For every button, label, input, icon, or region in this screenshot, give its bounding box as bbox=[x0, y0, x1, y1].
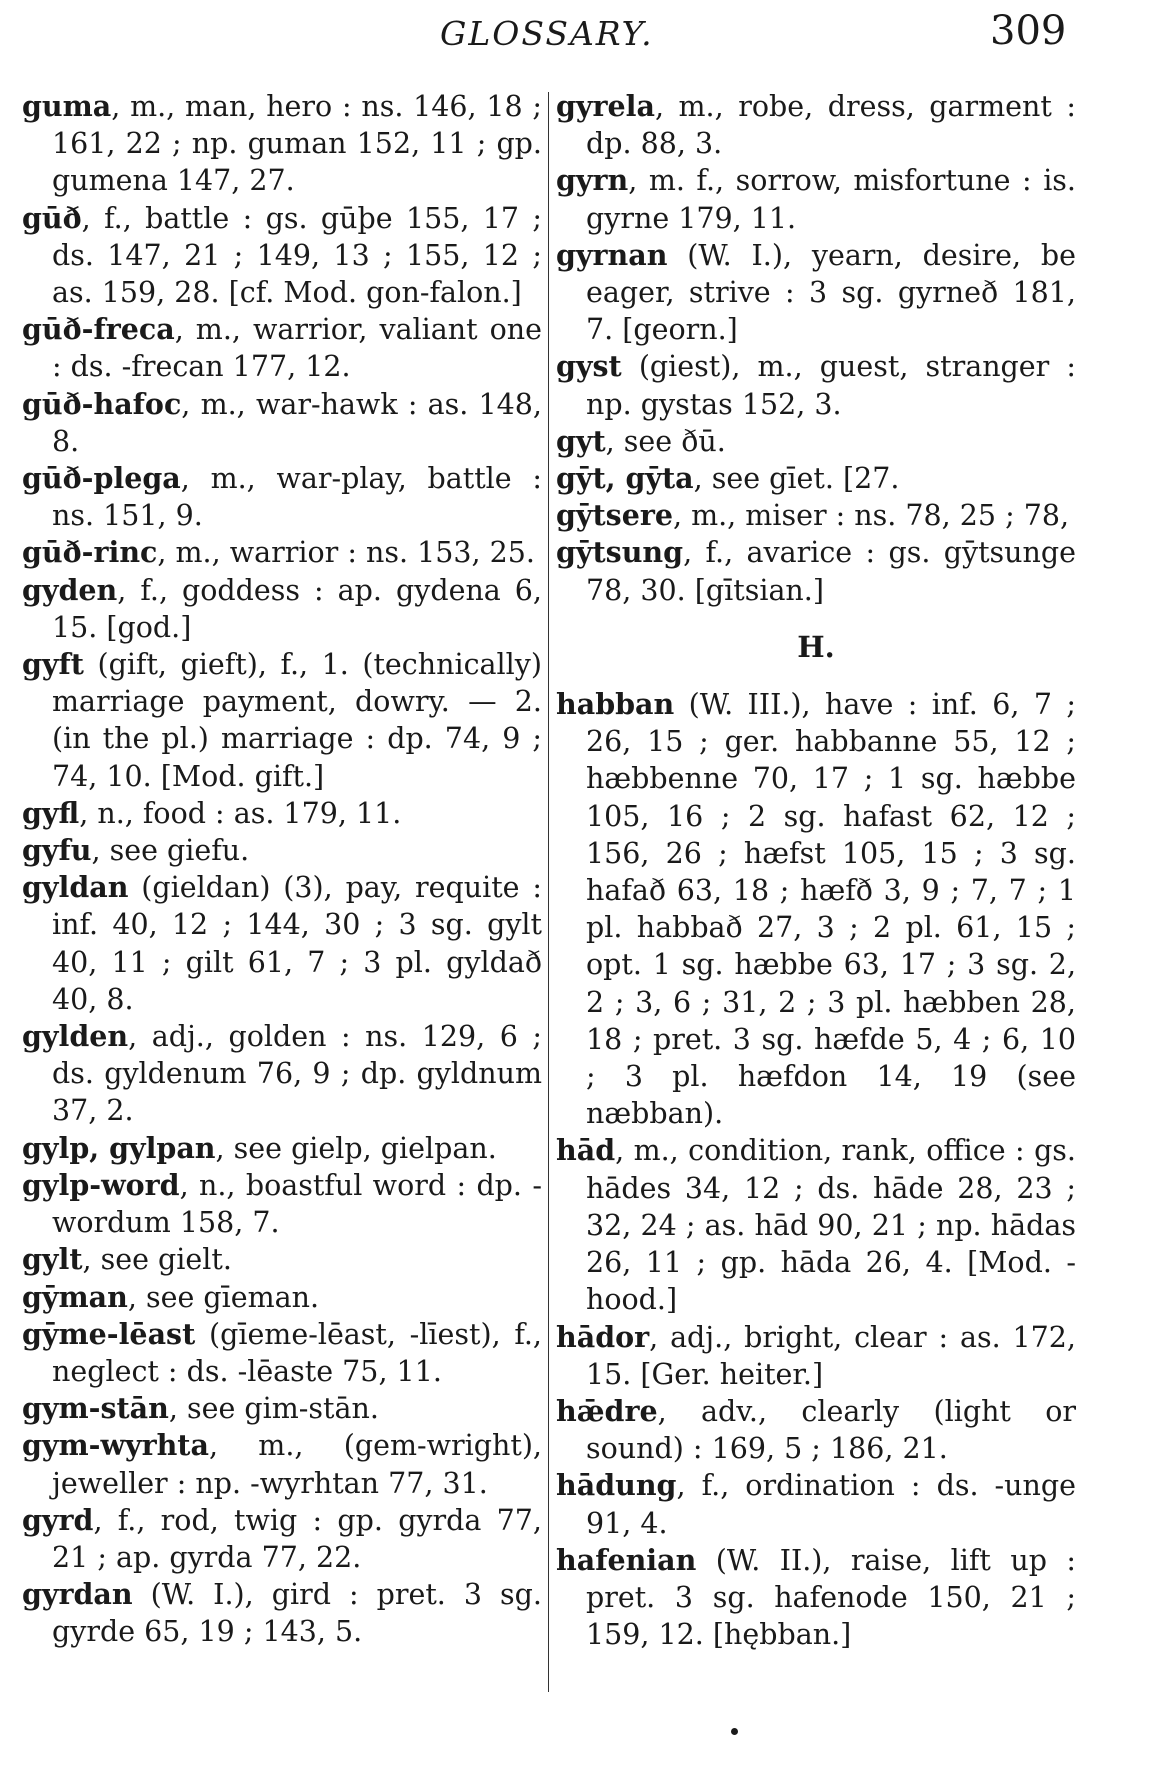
entry-headword: guma bbox=[22, 89, 112, 123]
glossary-entry bbox=[556, 348, 1076, 422]
glossary-entry bbox=[556, 686, 1076, 1132]
entry-definition: , n., food : as. 179, 11. bbox=[79, 796, 402, 830]
entry-headword: gūð-plega bbox=[22, 461, 181, 496]
entry-headword: gyft bbox=[22, 647, 84, 682]
entry-definition: , m. f., sorrow, misfortune : is. gyrne 179, 11. bbox=[586, 164, 1076, 235]
entry-definition: , f., rod, twig : gp. gyrda 77, 21 ; ap. gyrda 77, 22. bbox=[52, 1503, 542, 1574]
entry-headword: gyst bbox=[556, 349, 622, 384]
entry-definition: , see gīet. [27. bbox=[693, 462, 900, 496]
entry-definition: , adv., clearly (light or sound) : 169, 5 ; 186, 21. bbox=[586, 1394, 1076, 1466]
glossary-entry bbox=[556, 497, 1076, 534]
glossary-entry bbox=[22, 1502, 542, 1576]
entry-definition: , see giefu. bbox=[91, 834, 250, 868]
right-column bbox=[556, 88, 1076, 1653]
glossary-entry bbox=[556, 88, 1076, 162]
entry-headword: gyt bbox=[556, 423, 606, 458]
entry-definition: , m., (gem-wright), jeweller : np. -wyrhtan 77, 31. bbox=[52, 1429, 542, 1500]
entry-headword: gȳt, gȳta bbox=[556, 461, 694, 496]
glossary-entry bbox=[22, 1427, 542, 1501]
glossary-entry bbox=[22, 534, 542, 571]
glossary-entry bbox=[22, 200, 542, 312]
entry-definition: , see gielp, gielpan. bbox=[215, 1131, 497, 1165]
glossary-entry bbox=[556, 423, 1076, 460]
entry-headword: hǣdre bbox=[556, 1393, 658, 1428]
entry-definition: (W. II.), raise, lift up : pret. 3 sg. hafenode 150, 21 ; 159, 12. [hębban.] bbox=[586, 1543, 1076, 1652]
left-column bbox=[22, 88, 542, 1651]
entry-headword: gyldan bbox=[22, 870, 129, 905]
entry-definition: , m., condition, rank, office : gs. hādes 34, 12 ; ds. hāde 28, 23 ; 32, 24 ; as. hād 90, 21 ; np. hādas 26, 11 ; gp. hāda 26, 4. [Mod. -hood.] bbox=[586, 1134, 1076, 1317]
entry-headword: gūð-freca bbox=[22, 312, 175, 347]
entry-headword: gyrd bbox=[22, 1502, 94, 1537]
entry-definition: (gieldan) (3), pay, requite : inf. 40, 12 ; 144, 30 ; 3 sg. gylt 40, 11 ; gilt 61, 7 ; 3 pl. gyldað 40, 8. bbox=[52, 871, 542, 1016]
glossary-entry bbox=[22, 1279, 542, 1316]
column-divider bbox=[548, 92, 549, 1692]
section-heading: H. bbox=[797, 629, 835, 664]
entry-headword: gūð bbox=[22, 200, 82, 235]
entry-headword: gyrnan bbox=[556, 237, 668, 272]
glossary-entry bbox=[556, 162, 1076, 236]
glossary-entry bbox=[22, 869, 542, 1018]
glossary-entry bbox=[556, 534, 1076, 608]
glossary-entry bbox=[22, 88, 542, 200]
glossary-entry bbox=[22, 572, 542, 646]
entry-definition: , see ðū. bbox=[605, 424, 726, 458]
entry-headword: gylt bbox=[22, 1242, 83, 1277]
entry-definition: , adj., golden : ns. 129, 6 ; ds. gyldenum 76, 9 ; dp. gyldnum 37, 2. bbox=[52, 1020, 542, 1128]
glossary-entry bbox=[556, 1542, 1076, 1654]
entry-headword: habban bbox=[556, 687, 675, 722]
glossary-entry bbox=[22, 1241, 542, 1278]
entry-headword: gȳme-lēast bbox=[22, 1316, 196, 1351]
entry-headword: gylp-word bbox=[22, 1167, 180, 1202]
glossary-entry bbox=[22, 646, 542, 795]
entry-definition: (giest), m., guest, stranger : np. gystas 152, 3. bbox=[586, 350, 1076, 421]
glossary-entry bbox=[22, 386, 542, 460]
entry-headword: hādung bbox=[556, 1468, 677, 1503]
entry-definition: , m., warrior : ns. 153, 25. bbox=[157, 536, 535, 570]
entry-definition: , m., man, hero : ns. 146, 18 ; 161, 22 ; np. guman 152, 11 ; gp. gumena 147, 27. bbox=[52, 90, 542, 198]
entry-definition: , see gim-stān. bbox=[168, 1392, 379, 1426]
entry-headword: gūð-hafoc bbox=[22, 386, 182, 421]
entry-headword: gȳtsere bbox=[556, 498, 673, 533]
entry-headword: gym-stān bbox=[22, 1391, 169, 1426]
entry-definition: , adj., bright, clear : as. 172, 15. [Ger. heiter.] bbox=[586, 1320, 1076, 1391]
entry-definition: (W. I.), yearn, desire, be eager, strive : 3 sg. gyrneð 181, 7. [georn.] bbox=[586, 238, 1076, 347]
glossary-entry bbox=[22, 1018, 542, 1130]
entry-definition: (gift, gieft), f., 1. (technically) marriage payment, dowry. — 2. (in the pl.) marriage : dp. 74, 9 ; 74, 10. [Mod. gift.] bbox=[52, 648, 542, 793]
entry-definition: , f., battle : gs. gūþe 155, 17 ; ds. 147, 21 ; 149, 13 ; 155, 12 ; as. 159, 28. [cf. Mod. gon-falon.] bbox=[52, 201, 542, 310]
entry-headword: gyrn bbox=[556, 163, 629, 198]
glossary-entry bbox=[22, 1390, 542, 1427]
entry-headword: gyfu bbox=[22, 833, 92, 868]
glossary-entry bbox=[22, 460, 542, 534]
glossary-entry bbox=[556, 1467, 1076, 1541]
entry-definition: , n., boastful word : dp. -wordum 158, 7. bbox=[52, 1168, 542, 1240]
entry-headword: gylden bbox=[22, 1019, 129, 1054]
entry-definition: , m., miser : ns. 78, 25 ; 78, bbox=[672, 499, 1070, 533]
glossary-entry bbox=[556, 1319, 1076, 1393]
entry-definition: , m., war-play, battle : ns. 151, 9. bbox=[52, 462, 542, 533]
entry-definition: , see gielt. bbox=[82, 1243, 232, 1277]
entry-headword: gȳman bbox=[22, 1279, 128, 1314]
ornament-dot bbox=[731, 1728, 738, 1735]
entry-headword: hādor bbox=[556, 1319, 650, 1354]
entry-definition: (W. I.), gird : pret. 3 sg. gyrde 65, 19 ; 143, 5. bbox=[52, 1578, 542, 1649]
glossary-entry bbox=[22, 795, 542, 832]
entry-headword: gym-wyrhta bbox=[22, 1428, 209, 1463]
entry-definition: , f., avarice : gs. gȳtsunge 78, 30. [gītsian.] bbox=[586, 536, 1076, 607]
glossary-entry bbox=[556, 1132, 1076, 1318]
entry-definition: (gīeme-lēast, -līest), f., neglect : ds. -lēaste 75, 11. bbox=[52, 1317, 542, 1388]
entry-definition: , f., goddess : ap. gydena 6, 15. [god.] bbox=[52, 573, 542, 644]
entry-headword: gyrdan bbox=[22, 1577, 133, 1612]
entry-definition: , m., warrior, valiant one : ds. -frecan 177, 12. bbox=[52, 313, 542, 384]
glossary-entry bbox=[22, 1130, 542, 1167]
entry-definition: , f., ordination : ds. -unge 91, 4. bbox=[586, 1469, 1076, 1540]
glossary-entry bbox=[22, 832, 542, 869]
entry-headword: gyrela bbox=[556, 89, 655, 123]
glossary-entry bbox=[22, 311, 542, 385]
entry-headword: gūð-rinc bbox=[22, 535, 158, 570]
entry-definition: , m., war-hawk : as. 148, 8. bbox=[52, 387, 542, 458]
entry-headword: hafenian bbox=[556, 1542, 697, 1577]
glossary-entry bbox=[556, 237, 1076, 349]
entry-definition: , m., robe, dress, garment : dp. 88, 3. bbox=[586, 90, 1076, 161]
entry-headword: gyden bbox=[22, 572, 118, 607]
entry-headword: gylp, gylpan bbox=[22, 1130, 216, 1165]
running-title: GLOSSARY. bbox=[440, 14, 654, 53]
entry-headword: gȳtsung bbox=[556, 535, 684, 570]
glossary-entry bbox=[22, 1316, 542, 1390]
glossary-entry bbox=[22, 1576, 542, 1650]
entry-headword: gyfl bbox=[22, 795, 80, 830]
entry-definition: (W. III.), have : inf. 6, 7 ; 26, 15 ; ger. habbanne 55, 12 ; hæbbenne 70, 17 ; 1 sg. hæbbe 105, 16 ; 2 sg. hafast 62, 12 ; 156, 26 ; hæfst 105, 15 ; 3 sg. hafað 63, 18 ; hæfð 3, 9 ; 7, 7 ; 1 pl. habbað 27, 3 ; 2 pl. 61, 15 ; opt. 1 sg. hæbbe 63, 17 ; 3 sg. 2, 2 ; 3, 6 ; 31, 2 ; 3 pl. hæbben 28, 18 ; pret. 3 sg. hæfde 5, 4 ; 6, 10 ; 3 pl. hæfdon 14, 19 (see næbban). bbox=[586, 688, 1076, 1131]
page-header bbox=[0, 6, 1158, 66]
entry-definition: , see gīeman. bbox=[127, 1280, 320, 1314]
glossary-entry bbox=[556, 1393, 1076, 1467]
page-number: 309 bbox=[990, 8, 1067, 54]
glossary-entry bbox=[556, 460, 1076, 497]
entry-headword: hād bbox=[556, 1133, 616, 1168]
glossary-entry bbox=[22, 1167, 542, 1241]
